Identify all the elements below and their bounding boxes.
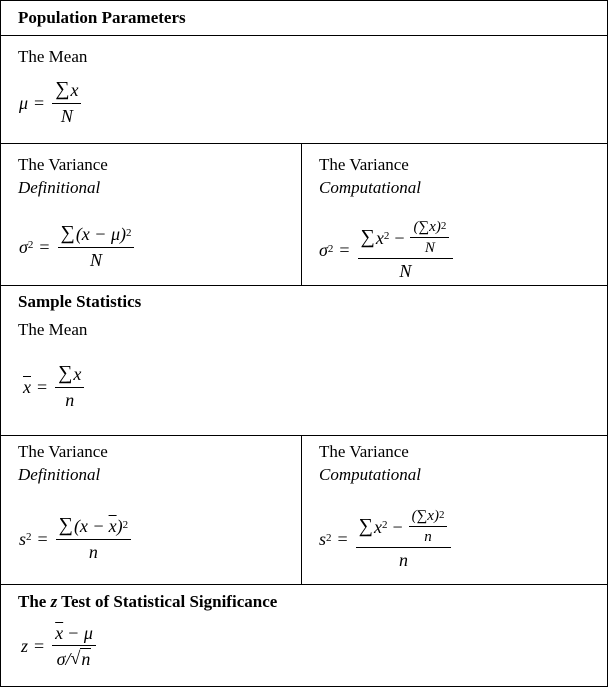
sample-variance-def-sublabel: Definitional [18, 465, 101, 484]
ztest-heading-part: Test of Statistical Significance [61, 592, 278, 611]
square-root-icon [71, 648, 92, 670]
sample-mean-label: The Mean [18, 320, 88, 339]
summation-icon: ∑ [60, 222, 75, 244]
pop-inner-fraction [410, 219, 449, 257]
equals-sign: = [337, 529, 348, 549]
equals-sign: = [34, 636, 45, 656]
population-heading: Population Parameters [18, 8, 186, 27]
variable-n: n [65, 390, 75, 410]
pop-variance-comp-fraction [358, 219, 454, 282]
variable-x: x [70, 80, 79, 100]
variable-n: n [88, 542, 98, 562]
exponent: 2 [27, 239, 34, 251]
ztest-heading-part: The [18, 592, 47, 611]
equals-sign: = [339, 240, 350, 260]
exponent: 2 [327, 242, 334, 255]
exponent: 2 [383, 230, 390, 242]
sigma-symbol: σ/ [56, 648, 71, 669]
ztest-formula [21, 623, 98, 670]
divider-sample-variance [301, 435, 302, 584]
equals-sign: = [34, 92, 45, 113]
deviation-expression: (x − μ) [75, 224, 126, 244]
minus-mu: − μ [67, 623, 93, 643]
summation-icon: ∑ [358, 514, 373, 537]
equals-sign: = [37, 376, 48, 397]
summation-icon: ∑ [360, 225, 375, 248]
variable-N: N [60, 106, 73, 126]
variable-n: n [399, 550, 409, 570]
pop-mean-formula [19, 79, 83, 127]
equals-sign: = [37, 528, 48, 549]
rule-under-pop-heading [1, 35, 608, 36]
deviation-open: (x − [73, 516, 105, 536]
summation-icon: ∑ [58, 362, 73, 384]
pop-mean-fraction [52, 79, 81, 127]
exponent: 2 [438, 508, 445, 521]
sample-variance-comp-sublabel: Computational [319, 465, 422, 484]
x-bar-symbol: $\overline{x}$ [23, 376, 31, 397]
exponent: 2 [326, 531, 332, 544]
summation-icon: ∑ [55, 78, 70, 100]
sigma-symbol: σ [19, 236, 28, 257]
sample-variance-def-fraction [56, 515, 131, 563]
sample-variance-def-label: The Variance [18, 442, 108, 461]
pop-variance-def-fraction [58, 223, 135, 271]
ztest-fraction [52, 623, 96, 670]
minus-sign: − [394, 227, 405, 248]
sigma-symbol: σ [319, 240, 328, 260]
rule-under-sample-variance [1, 584, 608, 585]
squared-sum: (∑x) [413, 219, 441, 235]
exponent: 2 [381, 519, 388, 531]
squared-sum: (∑x) [411, 508, 439, 524]
ztest-heading-z: z [50, 592, 58, 611]
divider-pop-variance [301, 143, 302, 285]
sample-variance-comp-fraction [356, 508, 452, 571]
rule-under-pop-variance [1, 285, 608, 286]
variable-n: n [424, 529, 432, 545]
exponent: 2 [122, 518, 129, 531]
pop-variance-def-sublabel: Definitional [18, 178, 101, 197]
exponent: 2 [440, 219, 447, 232]
pop-variance-comp-label: The Variance [319, 155, 409, 174]
ztest-heading [18, 592, 277, 612]
sample-mean-fraction [55, 363, 84, 411]
pop-variance-def-label: The Variance [18, 155, 108, 174]
s-symbol: s [319, 529, 327, 549]
radical-sign: √ [70, 648, 81, 668]
sample-heading: Sample Statistics [18, 292, 142, 311]
pop-variance-comp-formula [319, 219, 455, 282]
variable-N: N [424, 240, 435, 256]
z-symbol: z [21, 636, 29, 656]
pop-variance-def-formula [19, 223, 136, 271]
mu-symbol: μ [19, 92, 29, 113]
variable-x: x [375, 227, 384, 248]
sample-variance-comp-label: The Variance [319, 442, 409, 461]
deviation-close: ) [116, 516, 123, 536]
s-symbol: s [19, 528, 27, 549]
x-bar-symbol: $\overline{x}$ [108, 516, 117, 536]
pop-variance-comp-sublabel: Computational [319, 178, 422, 197]
variable-x: x [373, 516, 382, 537]
x-bar-symbol: $\overline{x}$ [55, 623, 64, 643]
exponent: 2 [26, 531, 32, 543]
summation-icon: ∑ [58, 514, 73, 536]
variable-N: N [399, 261, 412, 281]
rule-under-pop-mean [1, 143, 608, 144]
variable-x: x [73, 364, 82, 384]
sample-variance-def-formula [19, 515, 133, 563]
exponent: 2 [125, 226, 132, 239]
sample-inner-fraction [409, 508, 448, 546]
minus-sign: − [392, 516, 403, 537]
rule-under-sample-mean [1, 435, 608, 436]
variable-n: n [81, 649, 91, 669]
variable-N: N [90, 250, 103, 270]
sample-mean-formula [23, 363, 86, 411]
equals-sign: = [39, 236, 50, 257]
sample-variance-comp-formula [319, 508, 453, 571]
pop-mean-label: The Mean [18, 47, 88, 66]
